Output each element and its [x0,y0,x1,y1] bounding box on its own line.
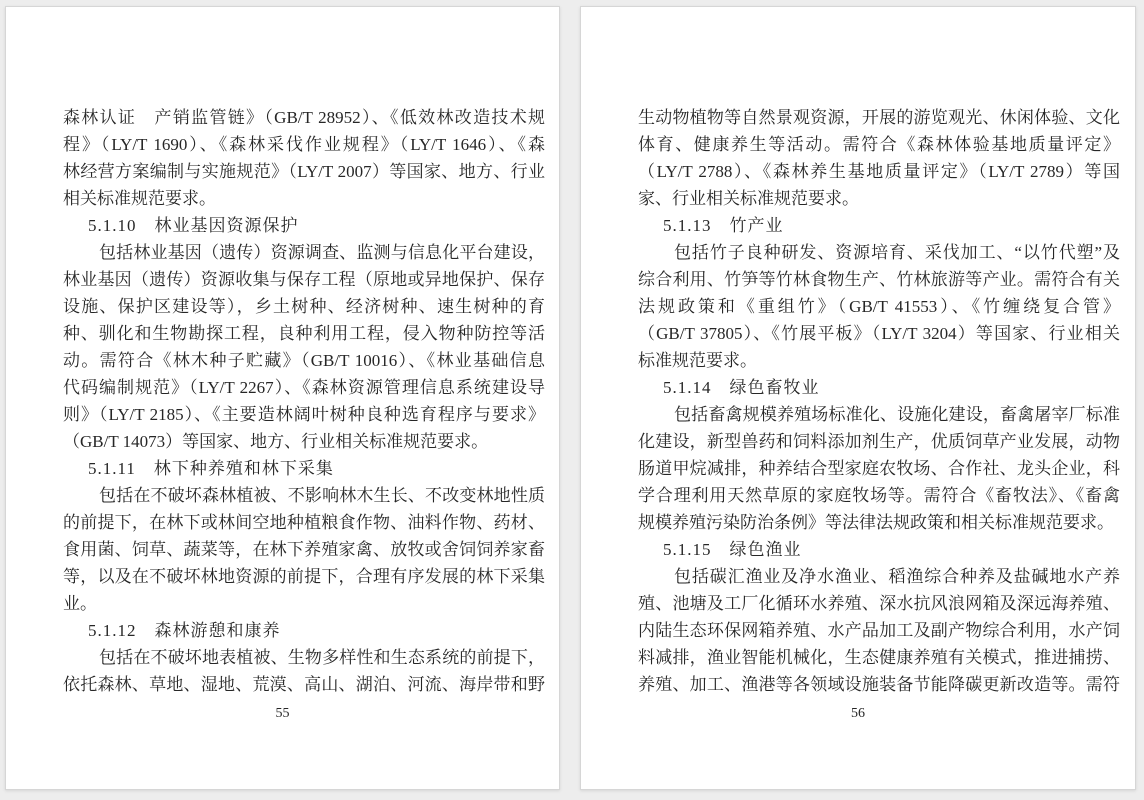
page-56-text [638,104,1120,698]
text-line: 体育、健康养生等活动。需符合《森林体验基地质量评定》 [638,135,1120,154]
text-line: 包括在不破坏地表植被、生物多样性和生态系统的前提下， [99,648,545,667]
text-line: 相关标准规范要求。 [63,189,216,208]
text-line: 法规政策和《重组竹》（GB/T 41553）、《竹缠绕复合管》 [638,297,1120,316]
text-line: 包括碳汇渔业及净水渔业、稻渔综合种养及盐碱地水产养 [674,567,1120,586]
text-line: 等，以及在不破坏林地资源的前提下，合理有序发展的林下采集 [63,567,545,586]
text-line: 林业基因（遗传）资源收集与保存工程（原地或异地保护、保存 [63,270,545,289]
text-line: 程》（LY/T 1690）、《森林采伐作业规程》（LY/T 1646）、《森 [63,135,545,154]
text-line: 动。需符合《林木种子贮藏》（GB/T 10016）、《林业基础信息 [63,351,545,370]
text-line: 包括竹子良种研发、资源培育、采伐加工、“以竹代塑”及 [674,243,1120,262]
text-line: 标准规范要求。 [638,351,757,370]
text-line: 化建设，新型兽药和饲料添加剂生产，优质饲草产业发展，动物 [638,432,1120,451]
text-line: 的前提下，在林下或林间空地种植粮食作物、油料作物、药材、 [63,513,545,532]
section-heading: 5.1.15 绿色渔业 [663,540,802,559]
text-line: 家、行业相关标准规范要求。 [638,189,859,208]
text-line: 内陆生态环保网箱养殖、水产品加工及副产物综合利用，水产饲 [638,621,1120,640]
page-55-text [63,104,545,698]
text-line: 则》（LY/T 2185）、《主要造林阔叶树种良种选育程序与要求》 [63,405,545,424]
page-55-number: 55 [275,706,290,721]
text-line: 代码编制规范》（LY/T 2267）、《森林资源管理信息系统建设导 [63,378,545,397]
page-55 [5,6,560,790]
text-line: 包括林业基因（遗传）资源调查、监测与信息化平台建设， [99,243,545,262]
text-line: 殖、池塘及工厂化循环水养殖、深水抗风浪网箱及深远海养殖、 [638,594,1120,613]
text-line: （GB/T 14073）等国家、地方、行业相关标准规范要求。 [63,432,489,451]
section-heading: 5.1.10 林业基因资源保护 [88,216,299,235]
page-56-number: 56 [851,706,865,721]
text-line: 林经营方案编制与实施规范》（LY/T 2007）等国家、地方、行业 [63,162,545,181]
text-line: 料减排，渔业智能机械化，生态健康养殖有关模式，推进捕捞、 [638,648,1120,667]
text-line: 养殖、加工、渔港等各领域设施装备节能降碳更新改造等。需符 [638,675,1120,694]
section-heading: 5.1.13 竹产业 [663,216,784,235]
text-line: 业。 [63,594,97,613]
text-line: 种、驯化和生物勘探工程，良种利用工程，侵入物种防控等活 [63,324,545,343]
text-line: 规模养殖污染防治条例》等法律法规政策和相关标准规范要求。 [638,513,1114,532]
text-line: 设施、保护区建设等），乡土树种、经济树种、速生树种的育 [63,297,545,316]
text-line: （LY/T 2788）、《森林养生基地质量评定》（LY/T 2789）等国 [638,162,1120,181]
text-line: 学合理利用天然草原的家庭牧场等。需符合《畜牧法》、《畜禽 [638,486,1120,505]
text-line: 包括在不破坏森林植被、不影响林木生长、不改变林地性质 [99,486,545,505]
text-line: 食用菌、饲草、蔬菜等，在林下养殖家禽、放牧或舍饲饲养家畜 [63,540,545,559]
text-line: 森林认证 产销监管链》（GB/T 28952）、《低效林改造技术规 [63,108,545,127]
section-heading: 5.1.12 森林游憩和康养 [88,621,281,640]
text-line: 包括畜禽规模养殖场标准化、设施化建设，畜禽屠宰厂标准 [674,405,1120,424]
text-line: （GB/T 37805）、《竹展平板》（LY/T 3204）等国家、行业相关 [638,324,1120,343]
text-line: 依托森林、草地、湿地、荒漠、高山、湖泊、河流、海岸带和野 [63,675,545,694]
page-56 [580,6,1136,790]
text-line: 生动物植物等自然景观资源，开展的游览观光、休闲体验、文化 [638,108,1120,127]
text-line: 肠道甲烷减排，种养结合型家庭农牧场、合作社、龙头企业，科 [638,459,1120,478]
section-heading: 5.1.11 林下种养殖和林下采集 [88,459,334,478]
section-heading: 5.1.14 绿色畜牧业 [663,378,820,397]
text-line: 综合利用、竹笋等竹林食物生产、竹林旅游等产业。需符合有关 [638,270,1120,289]
